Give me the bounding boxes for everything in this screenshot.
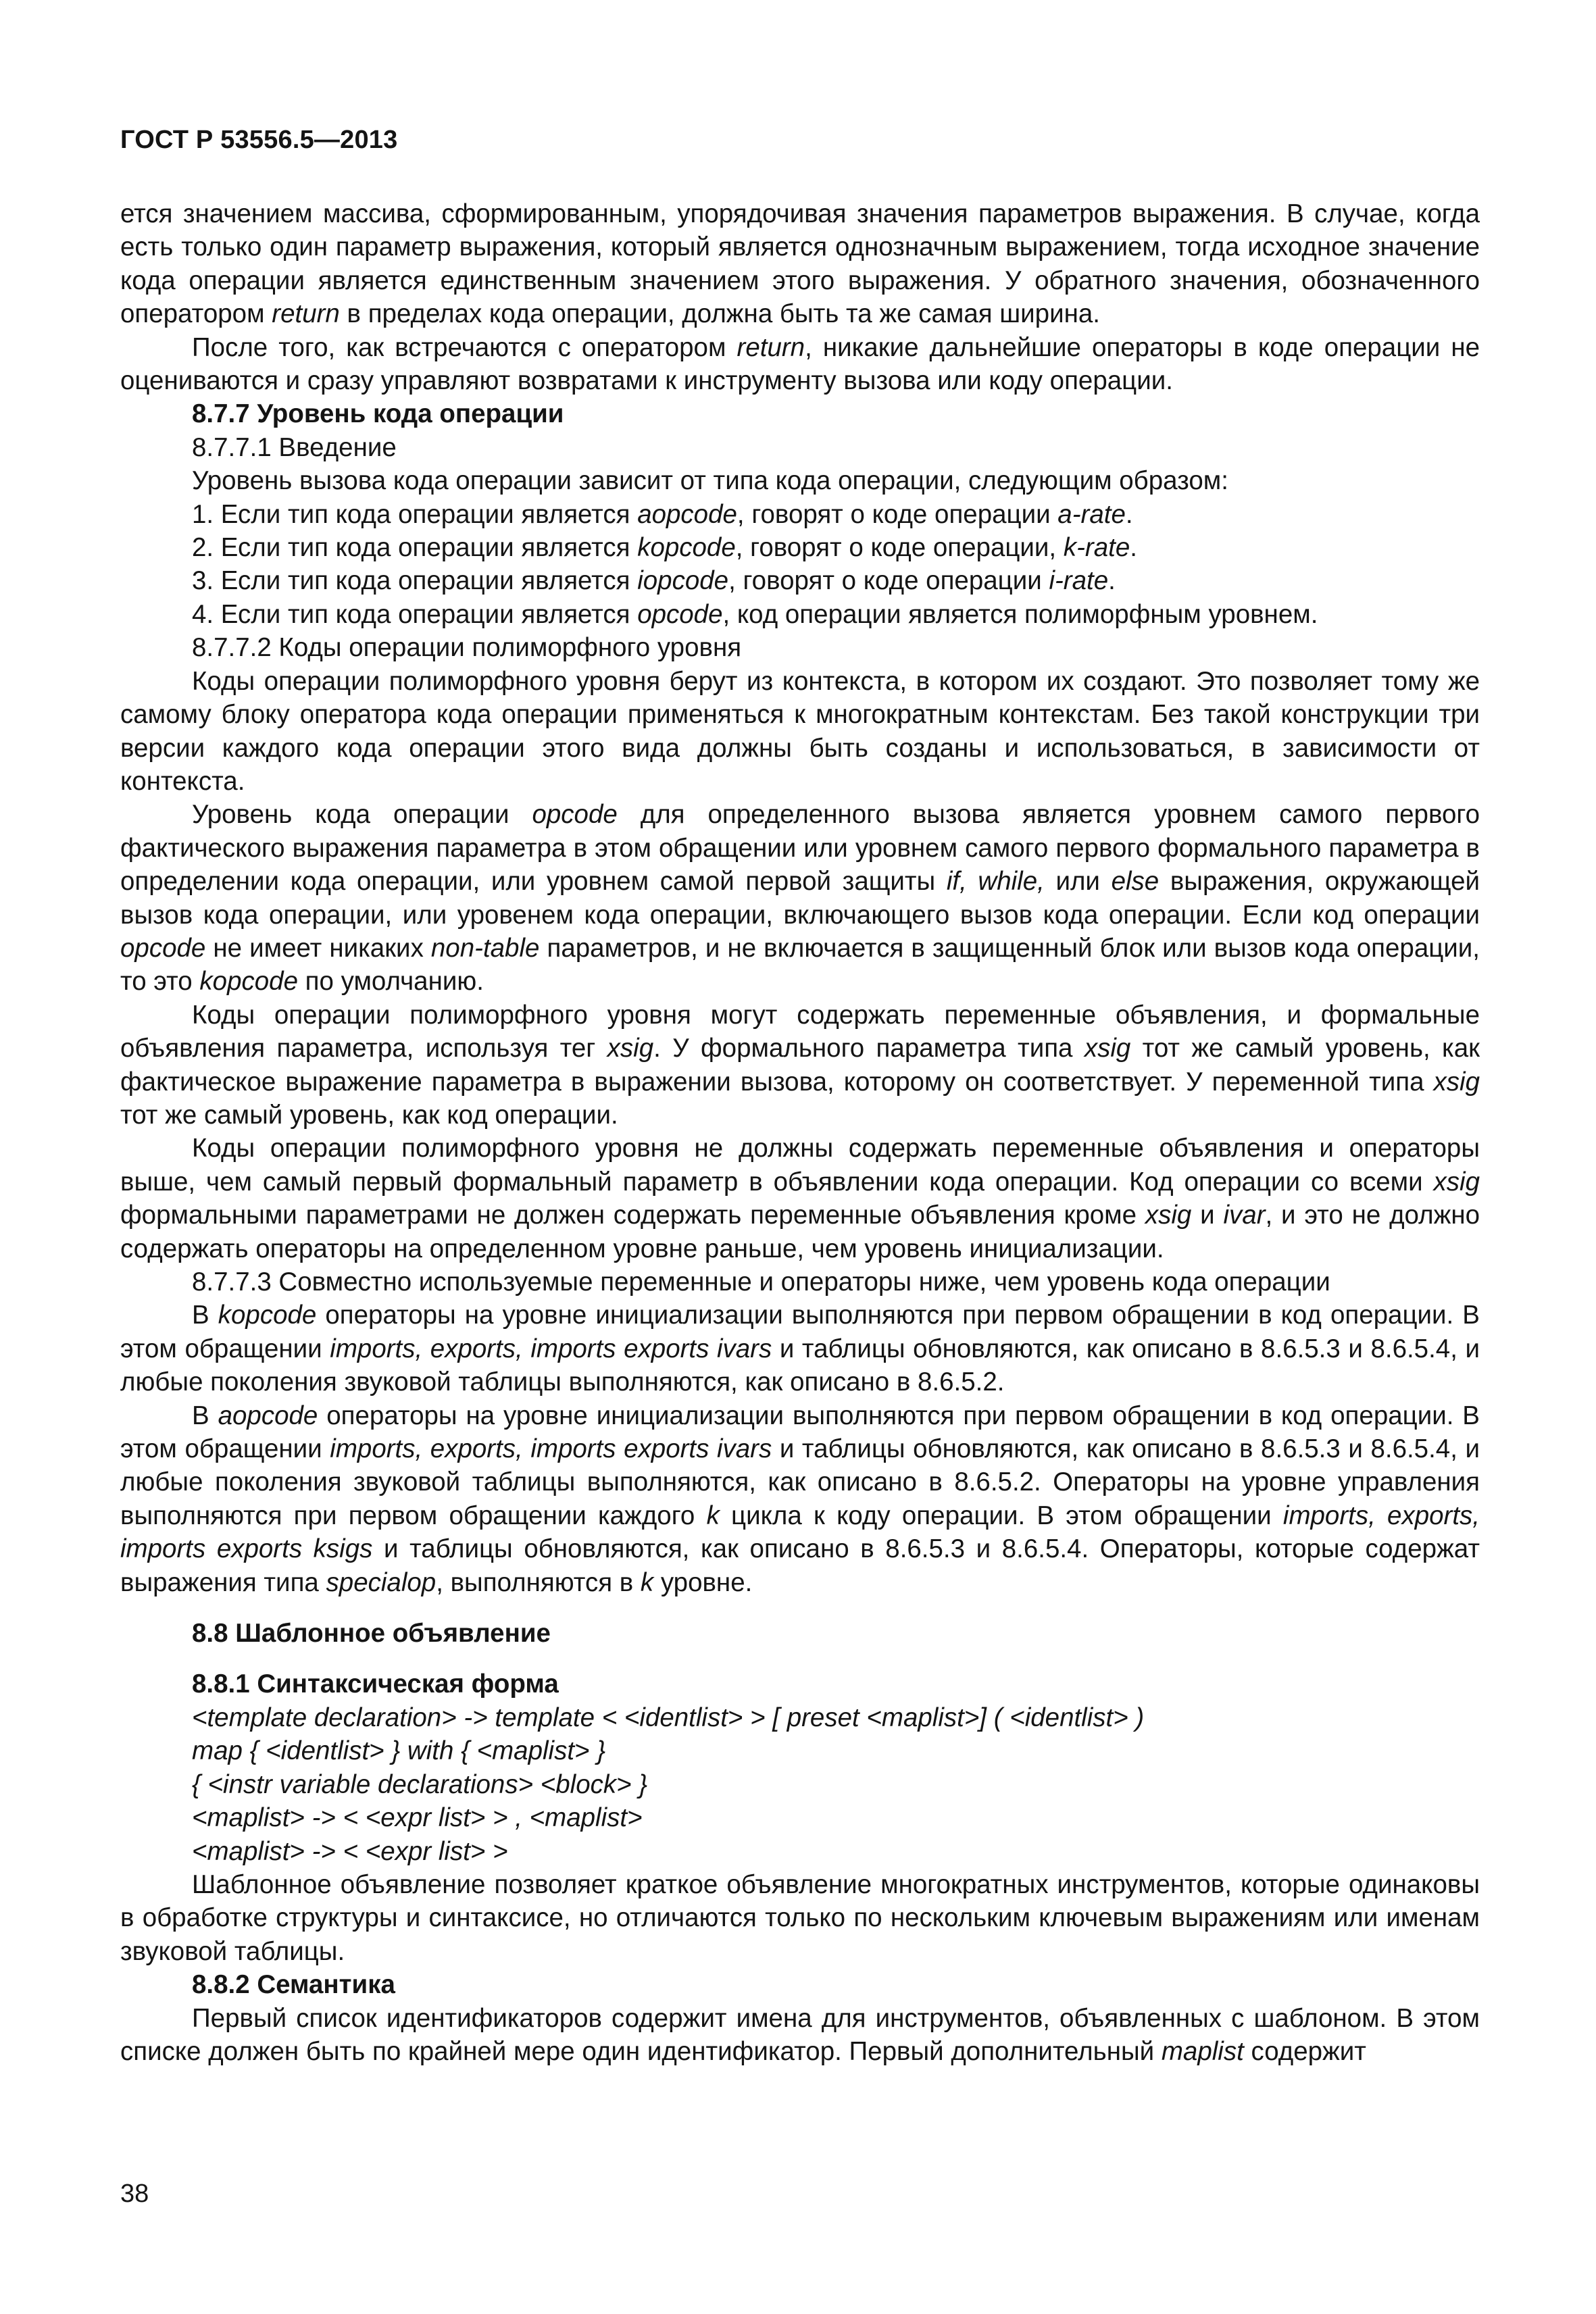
text-run: 8.7.7.1 Введение (192, 432, 397, 462)
text-run: , код операции является полиморфным уровнем. (722, 599, 1318, 629)
italic-term: opcode (637, 599, 723, 629)
paragraph (120, 331, 1480, 398)
text-run: . У формального параметра типа (653, 1034, 1084, 1063)
italic-term: k-rate (1063, 533, 1130, 563)
section-heading (120, 1667, 1480, 1701)
text-run: по умолчанию. (297, 967, 484, 997)
text-run: 8.7.7.2 Коды операции полиморфного уровня (192, 633, 742, 663)
text-run: <template declaration> -> template < <identlist> > [ preset <maplist>] ( <identlist> ) (192, 1703, 1145, 1732)
text-run: Уровень вызова кода операции зависит от типа кода операции, следующим образом: (192, 466, 1228, 496)
text-run: В (192, 1301, 218, 1330)
text-run: 1. Если тип кода операции является (192, 499, 638, 529)
text-run: тот же самый уровень, как фактическое выражение параметра в выражении вызова, которому он соответствует. У переменной типа (120, 1034, 1480, 1097)
text-run: 4. Если тип кода операции является (192, 599, 638, 629)
document-header: ГОСТ Р 53556.5—2013 (120, 126, 398, 154)
text-run: 8.8 Шаблонное объявление (192, 1619, 551, 1649)
paragraph (120, 999, 1480, 1132)
italic-term: imports, exports, imports exports ivars (330, 1334, 772, 1363)
syntax-line (120, 1801, 1480, 1834)
text-run: параметров, и не включается в защищенный блок или вызов кода операции, то это (120, 933, 1480, 997)
document-body (120, 197, 1480, 2068)
text-run: формальными параметрами не должен содержать переменные объявления кроме (120, 1201, 1145, 1230)
italic-term: a-rate (1057, 499, 1126, 529)
italic-term: kopcode (218, 1301, 317, 1330)
paragraph (120, 2002, 1480, 2069)
text-run: ется значением массива, сформированным, упорядочивая значения параметров выражения. В случае, когда есть только один параметр выражения, который является однозначным выражением, тогда исходное значение кода операции является единственным значением этого выражения. У обратного значения, обозначенного оператором (120, 199, 1480, 329)
italic-term: else (1111, 867, 1159, 897)
text-run: и таблицы обновляются, как описано в 8.6.5.3 и 8.6.5.4, и любые поколения звуковой таблицы выполняются, как описано в 8.6.5.2. Операторы на уровне управления выполняются при первом обращении каждого (120, 1434, 1480, 1530)
text-run: Коды операции полиморфного уровня не должны содержать переменные объявления и операторы выше, чем самый первый формальный параметр в объявлении кода операции. Код операции со всеми (120, 1134, 1480, 1197)
section-heading (120, 1617, 1480, 1650)
text-run: Шаблонное объявление позволяет краткое объявление многократных инструментов, которые одинаковы в обработке структуры и синтаксисе, но отличаются только по нескольким ключевым выражениям или именам звуковой таблицы. (120, 1869, 1480, 1966)
syntax-line (120, 1768, 1480, 1801)
italic-term: return (737, 332, 805, 362)
italic-term: opcode (120, 933, 206, 963)
text-run: 8.8.2 Семантика (192, 1970, 395, 2000)
italic-term: xsig (607, 1034, 654, 1063)
text-line (120, 564, 1480, 597)
paragraph (120, 1868, 1480, 1968)
text-run: Коды операции полиморфного уровня могут содержать переменные объявления, и формальные объявления параметра, используя тег (120, 1000, 1480, 1063)
text-run: , говорят о коде операции (728, 566, 1049, 596)
text-run: , говорят о коде операции, (735, 533, 1064, 563)
italic-term: specialop (326, 1567, 437, 1597)
text-run: . (1130, 533, 1137, 563)
section-heading (120, 1968, 1480, 2001)
paragraph (120, 1399, 1480, 1599)
italic-term: imports, exports, imports exports ivars (330, 1434, 772, 1464)
text-run: map { <identlist> } with { <maplist> } (192, 1736, 606, 1766)
text-run: и (1191, 1201, 1224, 1230)
text-run: <maplist> -> < <expr list> > (192, 1836, 508, 1866)
text-line (120, 498, 1480, 531)
italic-term: k (640, 1567, 654, 1597)
text-run: операторы на уровне инициализации выполняются при первом обращении в код операции. В этом обращении (120, 1301, 1480, 1363)
italic-term: kopcode (637, 533, 736, 563)
text-run: , говорят о коде операции (737, 499, 1058, 529)
text-run: операторы на уровне инициализации выполняются при первом обращении в код операции. В этом обращении (120, 1401, 1480, 1464)
page-number: 38 (120, 2180, 149, 2208)
italic-term: if, while, (946, 867, 1045, 897)
text-run: 8.7.7 Уровень кода операции (192, 399, 564, 429)
text-run: и таблицы обновляются, как описано в 8.6.5.3 и 8.6.5.4. Операторы, которые содержат выражения типа (120, 1534, 1480, 1597)
text-run: { <instr variable declarations> <block> } (192, 1769, 648, 1799)
text-run: В (192, 1401, 218, 1430)
italic-term: non-table (430, 933, 540, 963)
text-run: 8.8.1 Синтаксическая форма (192, 1669, 559, 1699)
text-run: . (1108, 566, 1116, 596)
syntax-line (120, 1701, 1480, 1734)
text-run: выражения, окружающей вызов кода операции, или уровенем кода операции, включающего вызов кода операции. Если код операции (120, 867, 1480, 930)
text-run: для определенного вызова является уровнем самого первого фактического выражения параметра в этом обращении или уровнем самого первого формального параметра в определении кода операции, или уровнем самой первой защиты (120, 800, 1480, 897)
text-run: 8.7.7.3 Совместно используемые переменные и операторы ниже, чем уровень кода операции (192, 1267, 1330, 1297)
text-run: уровне. (653, 1567, 753, 1597)
text-run: . (1125, 499, 1133, 529)
italic-term: kopcode (199, 967, 298, 997)
italic-term: return (272, 299, 340, 329)
text-line (120, 431, 1480, 464)
text-run: и таблицы обновляются, как описано в 8.6.5.3 и 8.6.5.4, и любые поколения звуковой таблицы выполняются, как описано в 8.6.5.2. (120, 1334, 1480, 1397)
paragraph (120, 1132, 1480, 1265)
text-run: <maplist> -> < <expr list> > , <maplist> (192, 1803, 643, 1833)
text-run: тот же самый уровень, как код операции. (120, 1100, 618, 1130)
text-line (120, 464, 1480, 497)
italic-term: imports, exports, imports exports ksigs (120, 1501, 1480, 1564)
italic-term: k (706, 1501, 720, 1530)
italic-term: maplist (1161, 2036, 1244, 2066)
text-run: , никакие дальнейшие операторы в коде операции не оцениваются и сразу управляют возвратами к инструменту вызова или коду операции. (120, 332, 1480, 396)
text-run: Коды операции полиморфного уровня берут из контекста, в котором их создают. Это позволяет тому же самому блоку оператора кода операции применяться к многократным контекстам. Без такой конструкции три версии каждого кода операции этого вида должны быть созданы и использоваться, в зависимости от контекста. (120, 666, 1480, 796)
text-line (120, 631, 1480, 664)
italic-term: opcode (532, 800, 618, 830)
italic-term: xsig (1433, 1067, 1480, 1097)
paragraph (120, 665, 1480, 799)
text-run: в пределах кода операции, должна быть та же самая ширина. (339, 299, 1100, 329)
text-run: 2. Если тип кода операции является (192, 533, 638, 563)
syntax-line (120, 1835, 1480, 1868)
italic-term: aopcode (218, 1401, 318, 1430)
text-run: 3. Если тип кода операции является (192, 566, 638, 596)
text-run: , выполняются в (436, 1567, 641, 1597)
italic-term: xsig (1084, 1034, 1131, 1063)
italic-term: iopcode (637, 566, 729, 596)
italic-term: aopcode (637, 499, 737, 529)
text-run: содержит (1243, 2036, 1366, 2066)
italic-term: xsig (1433, 1167, 1480, 1197)
paragraph (120, 1299, 1480, 1399)
text-run: Уровень кода операции (192, 800, 532, 830)
syntax-line (120, 1734, 1480, 1767)
text-run: цикла к коду операции. В этом обращении (719, 1501, 1283, 1530)
text-run: После того, как встречаются с оператором (192, 332, 737, 362)
paragraph (120, 798, 1480, 998)
italic-term: ivar (1223, 1201, 1266, 1230)
text-line (120, 598, 1480, 631)
text-line (120, 1265, 1480, 1299)
text-line (120, 531, 1480, 564)
text-run: , и это не должно содержать операторы на определенном уровне раньше, чем уровень инициализации. (120, 1201, 1480, 1263)
text-run: Первый список идентификаторов содержит имена для инструментов, объявленных с шаблоном. В этом списке должен быть по крайней мере один идентификатор. Первый дополнительный (120, 2003, 1480, 2066)
italic-term: xsig (1145, 1201, 1192, 1230)
text-run: или (1044, 867, 1112, 897)
italic-term: i-rate (1049, 566, 1109, 596)
paragraph (120, 197, 1480, 331)
section-heading (120, 397, 1480, 430)
text-run: не имеет никаких (205, 933, 431, 963)
